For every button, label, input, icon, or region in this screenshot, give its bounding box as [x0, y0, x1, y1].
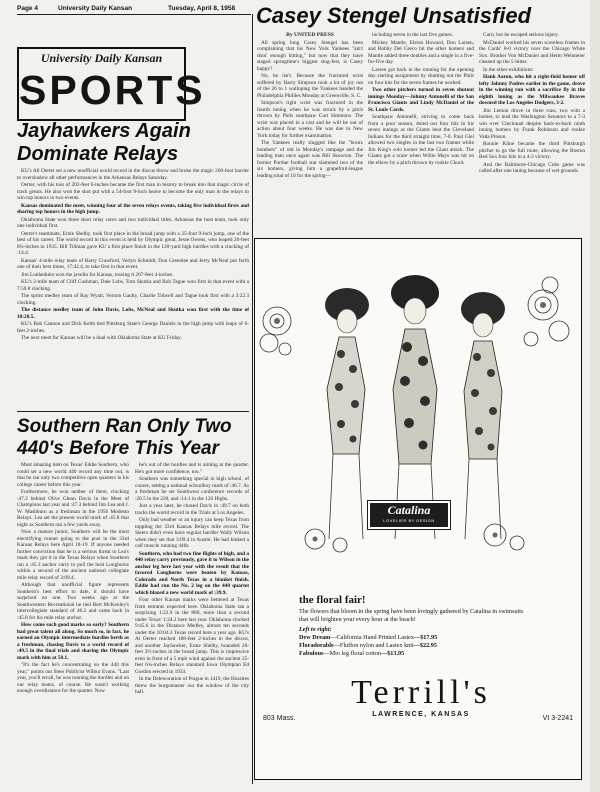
ad-item: Floradorable—Fluffon nylon and Lastex knit—$22.95	[299, 642, 437, 649]
store-logo	[343, 675, 499, 718]
catalina-brand: Catalina	[387, 503, 431, 517]
stengel-paragraph: The Yankees really slugged like the "bronx bombers" of old in Monday's rampage and the leading man once again was Bill Skowron. The former Purdue football star slammed two of the six homers, giving him a grapefruit-league leading total of 10 for the spring—	[257, 140, 363, 179]
stengel-paragraph: McDaniel worked his seven scoreless frames in the Cards' 8-0 victory over the Chicago White Sox. Brother Von McDaniel and Herm Wehmeier cleaned up the 5-hitter.	[479, 39, 585, 65]
relays-paragraph: Jim Lonheduhn won the javelin for Kansas, tossing it 207-feet 4-inches.	[21, 271, 174, 278]
southern-paragraph: Now a mature junior, Southern will be the most electrifying runner going to the post in the 33rd Kansas Relays here April 18-19. If anyone needed further conviction that he is a serious threat to Lea's mark they got it in the Texas Relays when Southern ran a :45.3 anchor carry to pull the host Longhorns within a second of the ancient national collegiate mile relay record of 3:09.4.	[17, 529, 129, 581]
relays-paragraph: KU's All Oerter set a new unofficial world record in the discus throw and broke the magic 200-foot barrier to overshadow all other performances in the Arkansas Relays Saturday.	[17, 168, 249, 181]
relays-paragraph: Oklahoma State won three short relay races and two individual titles. Arkansas the host team, took only one individual first.	[17, 216, 249, 229]
southern-paragraph: he's out of the hurdles and is aiming at the quarter. He's got more confidence, too."	[135, 462, 249, 475]
relays-paragraph: KU's Bob Cannon and Dick Keith tied Pittsburg State's George Daniels in the high jump with leaps of 6-feet 2-inches.	[17, 321, 249, 334]
relays-paragraph: KU's 2-mile team of Cliff Cushman, Dale Lobs, Tom Skutka and Bob Tague won first in that event with a 7:50.8 clocking.	[17, 279, 249, 292]
store-name: Terrill's	[351, 674, 491, 711]
stengel-paragraph: Larsen got back in the running for the opening day starting assignment by shutting out the Phils on four hits for the seven frames he worked.	[368, 66, 474, 86]
paper-name: University Daily Kansan	[58, 5, 133, 12]
southern-paragraph: "It's the fact he's concentrating on the 440 this year," points out Steer Publicist Wilbur Evans. "Last year, you'll recall, he was running the hurdles and on our relay teams, of course. He wasn't working enough overdistance for the quarter. Now	[17, 662, 129, 694]
southern-paragraph: Southern, who had two fine flights of high, and a 440 relay carry previously, gave it to Wilson in the anchor leg here last year with the result that the favored Longhorns were beaten by Kansas, Colorado and North Texas in a blanket finish. Eddie had run the No. 2 leg on the 440 quartet which blazed a new world mark of :39.9.	[135, 550, 249, 596]
stengel-paragraph: Ronnie Kline became the third Pittsburgh pitcher to go the full route, allowing the Boston Red Sox four hits in a 4-2 victory.	[479, 141, 585, 160]
southern-paragraph: In the Deleworation of Prague in 1419, the Hussites threw the burgomaster out the window of the city hall.	[135, 676, 249, 695]
ad-item: Fabulous—Mio leg floral cotton—$13.95	[299, 650, 405, 657]
southern-paragraph: How come such good marks so early? Southern had great talent all along. So much so, in fact, he earned an Olympic intermediate hurdles berth as a freshman, chasing Davis to a world record of :49.5 in the final trials and sharing the Olympic mark with him at 50.1.	[17, 622, 129, 661]
southern-column-2	[135, 462, 249, 787]
southern-paragraph: Southern was something special in high school, of course, setting a national schoolboy mark of :46.7. As a freshman he set Southwest conference records of :20.5 in the 220, and :14.1 in the 120 Highs.	[135, 476, 249, 502]
stengel-paragraph: Hank Aaron, who hit a right-field homer off lefty Johnny Podres earlier in the game, drove in the winning run with a sacrifice fly in the eighth inning as the Milwaukee Braves downed the Los Angeles Dodgers, 3-2.	[479, 74, 585, 106]
masthead-section-title: SPORTS	[19, 67, 206, 113]
stengel-paragraph: All spring long Casey Stengel has been complaining that his New York Yankees "ain't doin' enough hitting," but now that they have staged springtime's biggest slug-fest, is Casey happy?	[257, 39, 363, 72]
stengel-byline: By UNITED PRESS	[286, 32, 334, 38]
relays-paragraph: Oerter's teammate, Ernie Shelby, took first place in the broad jump with a 25-foot 9-inch jump, one of the best of his career. The world record in this event is held by Olympic great, Jesse Owens, who leaped 26-feet 8¼-inches in 1935. Bill Tillman gave KU a first place finish in the 120-yard high hurdles with a clocking of :14.4.	[17, 230, 249, 256]
store-address: 803 Mass.	[263, 715, 296, 722]
relays-paragraph: Kansas dominated the meet, winning four of the seven relays events, taking five individual firsts and sharing top honors in the high jump.	[17, 202, 249, 215]
sports-masthead	[17, 47, 206, 121]
ad-list-label: Left to right:	[299, 626, 332, 633]
stengel-paragraph: Southpaw Antonelli, striving to come back from a poor season, doled out four hits in his seven innings as the Giants beat the Cleveland Indians for the third straight time, 7-0. Paul Giel allowed two singles in the last two frames while Jim King's solo homer led the Giant attack. The Giants got a scare when Willie Mays was hit on the elbow by a pitch thrown by rookie Chuck	[368, 114, 474, 166]
issue-date: Tuesday, April 8, 1958	[168, 5, 236, 12]
stengel-headline: Casey Stengel Unsatisfied	[256, 3, 532, 28]
relays-paragraph: The next meet for Kansas will be a dual with Oklahoma State at KU Friday.	[21, 335, 182, 341]
page-edge	[590, 0, 600, 792]
relays-headline: Jayhawkers Again Dominate Relays	[17, 120, 191, 165]
stengel-column-1	[257, 32, 363, 236]
ad-intro: The flowers that bloom in the spring have been lovingly gathered by Catalina in swimsuits that will brighten your every hour at the beach!	[299, 608, 524, 623]
southern-paragraph: Most amazing item on Texas' Eddie Southern, who could set a new world 440 record any time out, is that he ran only two competitive open quarters in his college career before this year.	[17, 462, 129, 488]
southern-headline: Southern Ran Only Two 440's Before This Year	[17, 416, 232, 459]
southern-paragraph: Although that unofficial figure represents Southern's best effort to date, it should have surprised no one. Two weeks ago at the Southwestern Recreational he tied Bert McKenley's intercollegiate standard of 46.2 and came back in :45.8 for his mile relay anchor.	[17, 582, 129, 621]
ad-headline: the floral fair!	[299, 594, 366, 606]
store-city: LAWRENCE, KANSAS	[372, 711, 470, 718]
stengel-paragraph: Curn, but he escaped serious injury.	[483, 32, 559, 38]
southern-paragraph: Only bad weather or an injury can keep Texas from toppling the 33rd Kansas Relays mile record. The Steers didn't even have regular hurdler Wally Wilson when they set that 3:09.4 in Austin. He had kinked a calf muscle running 440s.	[135, 517, 249, 549]
stengel-column-2	[368, 32, 474, 236]
southern-paragraph: Furthermore, he won neither of them, clocking :47.2 behind Olive Glenn Davis in the Meet of Champions last year and :47.3 behind Jim Lea and J. W. Mashburn as a freshman in the 1956 Modesto Relays. Lea set the present world mark of :45.8 that night as Southern ran a few yards away.	[17, 489, 129, 528]
southern-paragraph: Just a year later, he chased Davis in :49.7 on both tracks the world record in the Trials at Los Angeles.	[135, 503, 249, 516]
stengel-paragraph: Two other pitchers turned in seven shutout innings Monday—Johnny Antonelli of the San Francisco Giants and Lindy McDaniel of the St. Louis Cards.	[368, 87, 474, 113]
relays-paragraph: The distance medley team of John Davis, Lobs, McNeal and Skutka won first with the time of 10:28.5.	[17, 307, 249, 320]
southern-paragraph: Four other Kansas marks were bettered at Texas from entrants expected here. Oklahoma State ran a surprising 1:22.9 in the 880, more than a second under Texas' 1:24.2 here last year. Oklahoma clocked 9:45.6 in the Distance Medley, almost ten seconds under the 10:04.3 Texas record here a year ago. KU's Al Oerter reached 188-feet 2-inches in the discus, and another Jayhawker, Ernie Shelby, bounded 26-feet 3½-inches in the broad jump. This is impressive even in front of a 5 mph wind against the ancient 25-feet 6¾-inches Relays standard Iowa Olympian Ed Gordon erected in 1933.	[135, 597, 249, 675]
masthead-paper-title: University Daily Kansan	[40, 51, 163, 65]
folio-rule	[17, 14, 251, 15]
stengel-paragraph: In the other exhibitions:	[483, 66, 534, 73]
section-divider	[17, 411, 249, 412]
stengel-paragraph: Jim Lemon drove in three runs, two with a homer, to lead the Washington Senators to a 7-3 win over Cincinnati despite back-to-back ninth inning homers by Frank Robinson and rookie Vada Pinson.	[479, 107, 585, 140]
stengel-paragraph: Simpson's right wrist was fractured in the fourth inning when he was struck by a pitch thrown by Phils southpaw Curt Simmons. The wrist was placed in a cast and he will be out of action about four weeks. He was due in New York today for further examination.	[257, 100, 363, 139]
page-number: Page 4	[17, 5, 38, 12]
column-gutter-rule	[252, 14, 253, 784]
stengel-paragraph: No, he isn't. Because the fractured wrist suffered by Harry Simpson took a lot of joy out of the 26 to 1 walloping the Yankees handed the Philadelphia Phillies Monday at Greenville, S. C.	[257, 73, 363, 99]
southern-column-1	[17, 462, 129, 787]
stengel-column-3	[479, 32, 585, 236]
stengel-paragraph: And the Baltimore-Chicago Cubs game was called after one inning because of wet grounds.	[479, 161, 585, 174]
stengel-paragraph: including seven in the last five games.	[372, 32, 454, 38]
catalina-logo	[368, 501, 450, 529]
relays-paragraph: The sprint medley team of Ray Wyatt, Vernon Gaulty, Charlie Tidwell and Tague took first with a 3:22.3 clocking.	[17, 293, 249, 306]
relays-article-body	[17, 168, 249, 408]
ad-copy	[299, 608, 531, 658]
relays-paragraph: Oerter, with his toss of 202-feet 6-inches became the first man in history to break into that magic circle of track greats. He also won the shot put with a 54-foot 9-inch heave to become the only man in the relays to win top honors in two events.	[17, 182, 249, 201]
terrills-advertisement	[254, 238, 582, 780]
stengel-paragraph: Mickey Mantle, Elston Howard, Don Larsen, and Bobby Del Greco hit the other homers and Mantle added three doubles and a single in a five-for-five day.	[368, 39, 474, 65]
relays-paragraph: Kansas' 4-mile relay team of Barry Crawford, Verlyn Schmidt, Don Greenlee and Jerry McNeal put forth one of their best times, 17:42.4, to take first in that event.	[17, 257, 249, 270]
store-phone: VI 3-2241	[542, 715, 573, 722]
ad-item: Dew Dream—California Hand Printed Lastex—$17.95	[299, 634, 438, 641]
catalina-tagline: LOVELIER BY DESIGN	[383, 518, 435, 523]
